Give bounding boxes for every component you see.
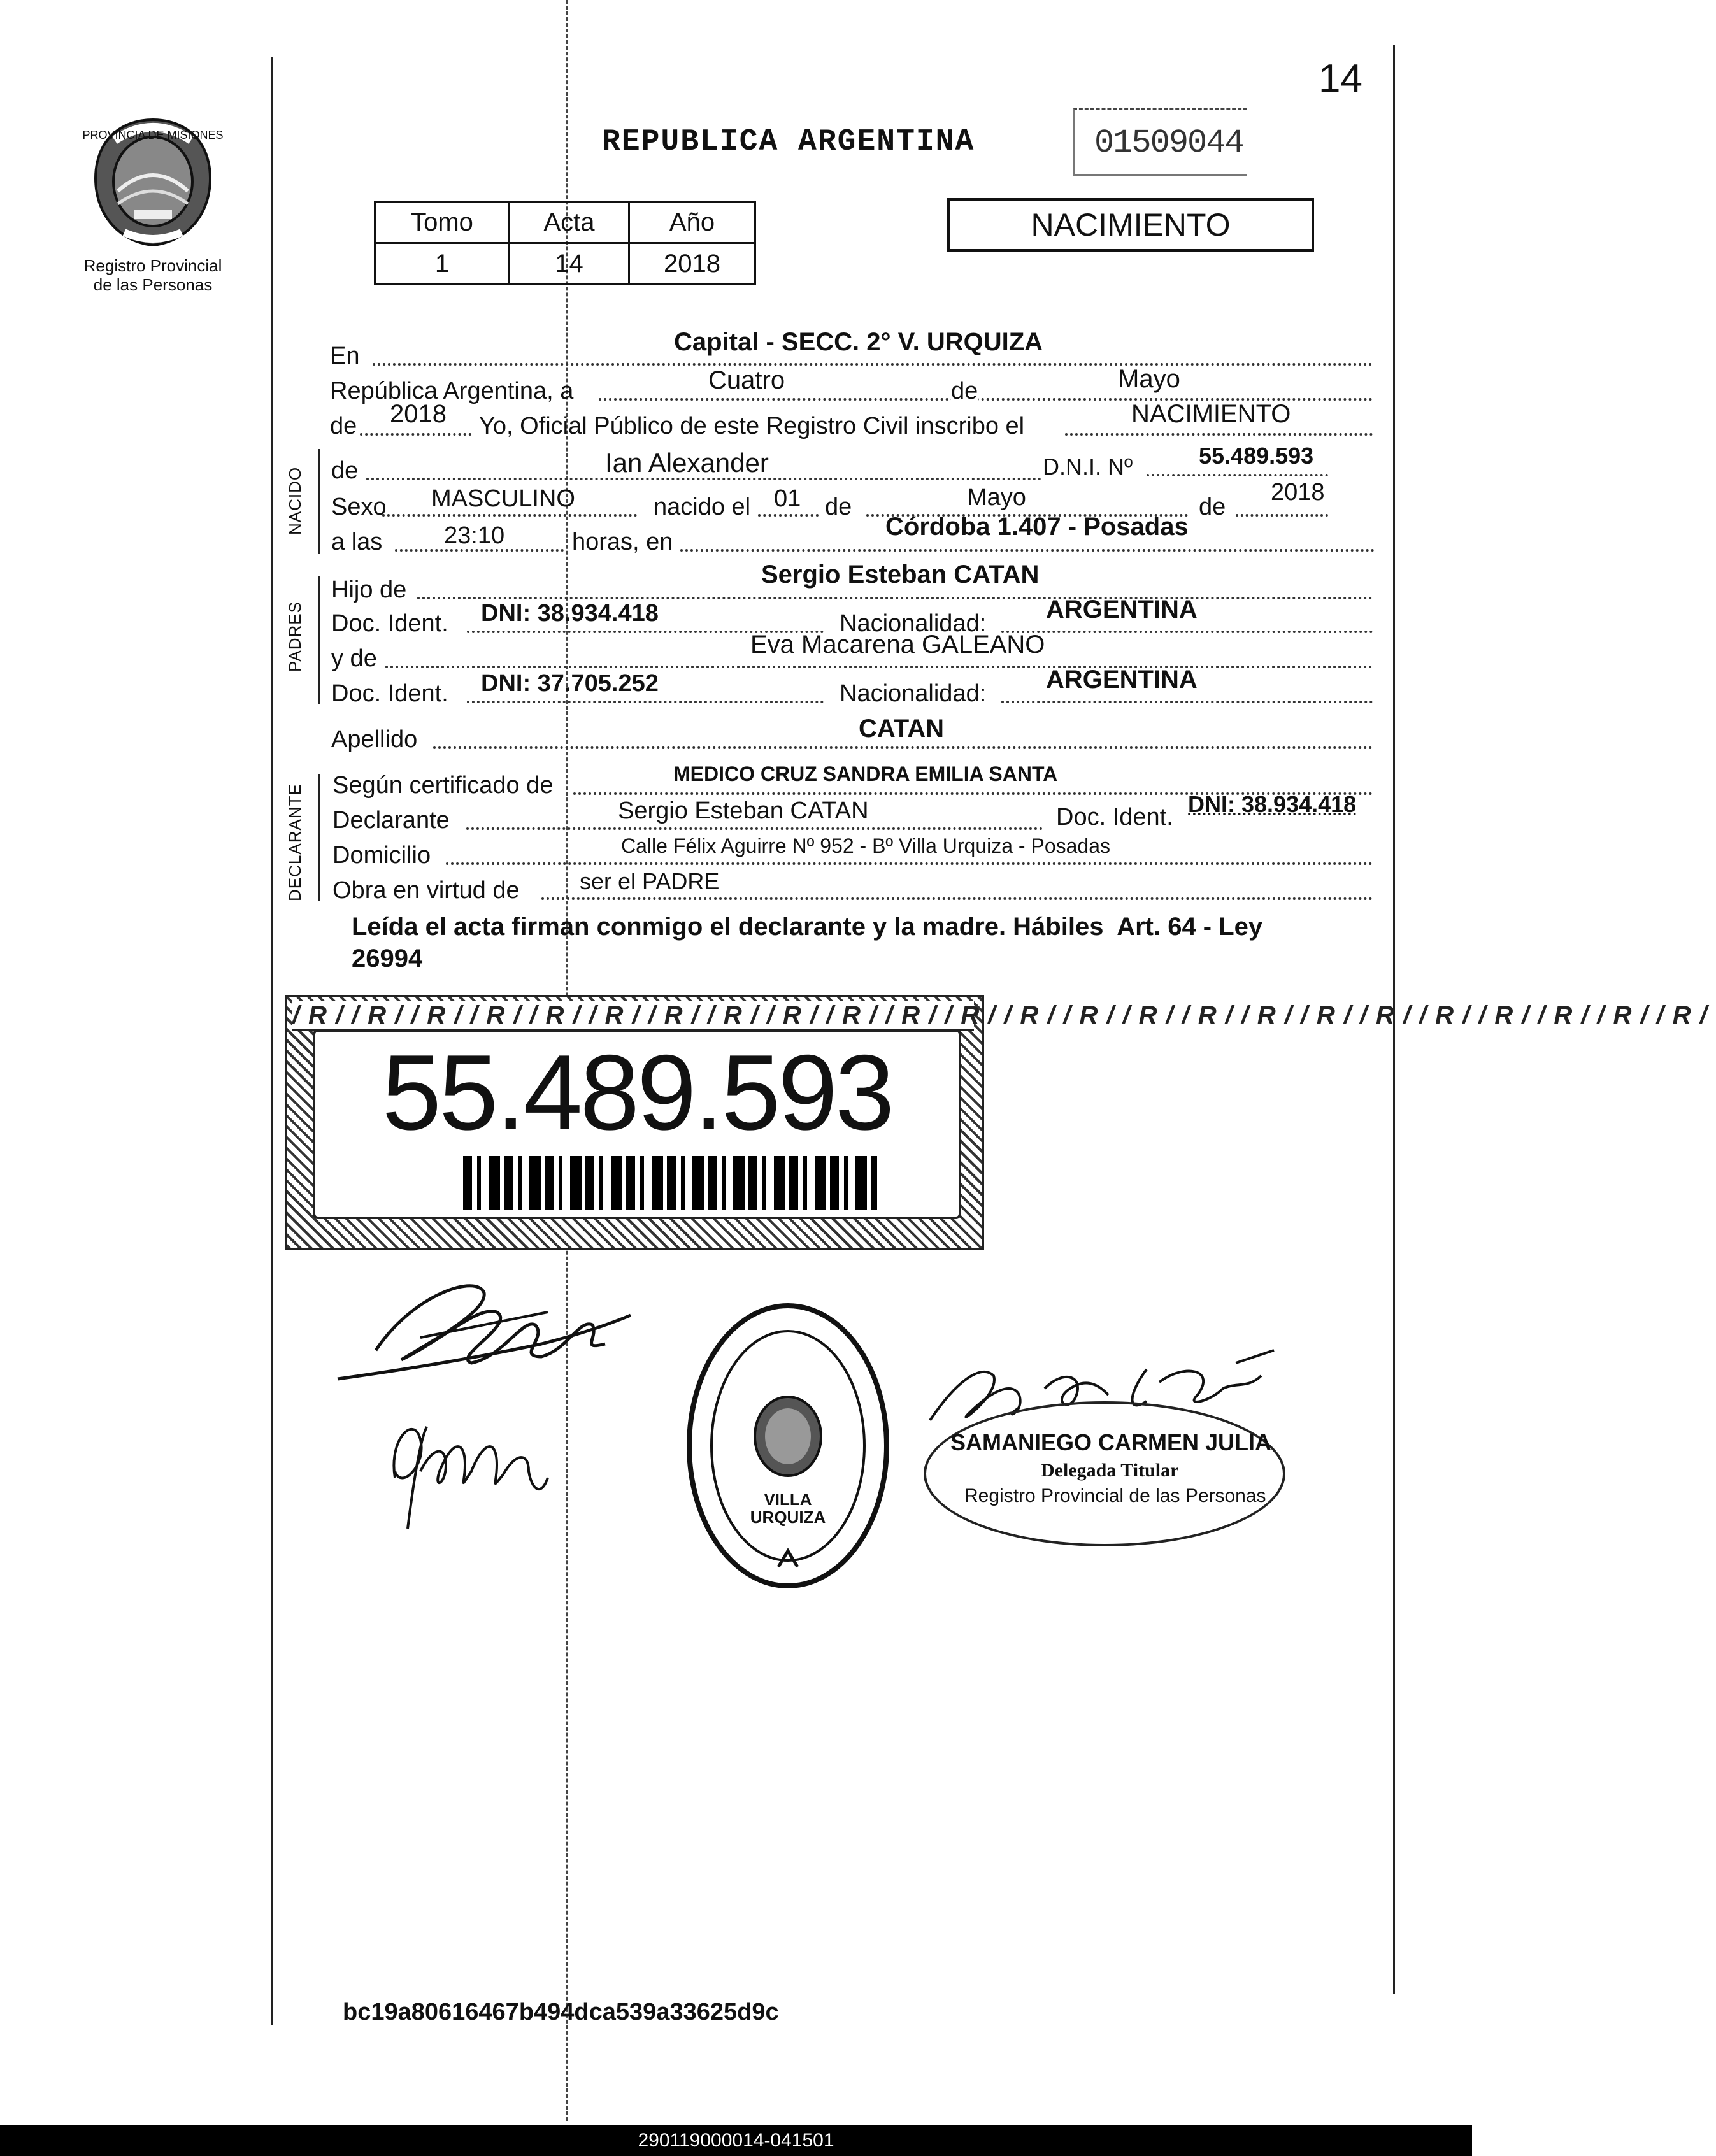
agency-line-2: de las Personas (93, 275, 213, 294)
dots (1001, 631, 1373, 633)
declarante-doc: DNI: 38.934.418 (1188, 791, 1357, 817)
dots (467, 701, 824, 703)
domicilio-value: Calle Félix Aguirre Nº 952 - Bº Villa Urquiza - Posadas (621, 834, 1110, 857)
volume-table (374, 201, 756, 285)
dots (466, 827, 1043, 830)
location-value: Capital - SECC. 2° V. URQUIZA (674, 328, 1043, 356)
official-role: Delegada Titular (1041, 1460, 1179, 1481)
birth-year: 2018 (1271, 479, 1325, 506)
inscribo-value: NACIMIENTO (1131, 400, 1291, 428)
closing-line-2: 26994 (352, 945, 423, 973)
dots (433, 746, 1373, 749)
father-doc-label: Doc. Ident. (331, 610, 448, 637)
padres-section-label: PADRES (285, 601, 304, 672)
dots (1147, 474, 1328, 476)
sticker-pattern-text: /R//R//R//R//R//R//R//R//R//R//R//R//R//R//R//R//R//R//R//R//R//R//R//R/ (292, 1001, 1716, 1029)
anio-value: 2018 (629, 243, 755, 285)
agency-caption (70, 256, 236, 294)
acta-value: 14 (510, 243, 629, 285)
birth-place: Córdoba 1.407 - Posadas (885, 513, 1189, 541)
nacido-el-label: nacido el (654, 494, 751, 520)
sticker-pattern-strip (292, 1001, 1716, 1031)
child-name: Ian Alexander (605, 448, 769, 478)
obra-value: ser el PADRE (580, 868, 720, 894)
dots (541, 897, 1373, 900)
act-type-box (947, 198, 1314, 252)
agency-line-1: Registro Provincial (83, 256, 222, 275)
republica-label: República Argentina, a (330, 378, 574, 404)
mother-name: Eva Macarena GALEANO (750, 631, 1045, 659)
footer-code: 290119000014-041501 (638, 2130, 834, 2151)
acta-header: Acta (510, 202, 629, 243)
dots (758, 514, 819, 517)
nacido-section-label: NACIDO (285, 466, 304, 535)
mother-doc-label: Doc. Ident. (331, 680, 448, 707)
day-value: Cuatro (708, 366, 785, 394)
father-name: Sergio Esteban CATAN (761, 560, 1040, 589)
father-nat-label: Nacionalidad: (840, 610, 987, 637)
inscribo-label: Yo, Oficial Público de este Registro Civil inscribo el (479, 413, 1025, 439)
birth-day: 01 (774, 485, 801, 512)
dots (446, 862, 1373, 865)
certificado-value: MEDICO CRUZ SANDRA EMILIA SANTA (673, 762, 1058, 785)
horas-label: horas, en (572, 529, 673, 555)
father-nationality: ARGENTINA (1046, 596, 1198, 624)
serial-value: 01509044 (1094, 124, 1243, 162)
document-hash: bc19a80616467b494dca539a33625d9c (343, 1999, 779, 2025)
dots (417, 597, 1373, 599)
official-stamp (924, 1401, 1285, 1546)
declarante-section-label: DECLARANTE (285, 783, 304, 901)
anio-header: Año (629, 202, 755, 243)
sticker-dni-number: 55.489.593 (382, 1032, 892, 1152)
footer-code-bar (0, 2125, 1472, 2156)
de-label-3: de (1199, 494, 1226, 520)
domicilio-label: Domicilio (332, 842, 431, 869)
alas-label: a las (331, 529, 383, 555)
nacido-de-label: de (331, 457, 359, 484)
sticker-barcode (463, 1156, 877, 1210)
dots (382, 514, 637, 517)
left-margin-line (271, 57, 273, 2025)
declarante-label: Declarante (332, 807, 450, 834)
dots (360, 433, 471, 436)
birth-time: 23:10 (444, 522, 505, 549)
mother-doc: DNI: 37.705.252 (481, 670, 659, 697)
serial-number (1073, 108, 1247, 176)
closing-text (352, 911, 1262, 974)
dots (373, 363, 1373, 366)
month-value: Mayo (1118, 365, 1180, 393)
dni-label: D.N.I. Nº (1043, 453, 1133, 480)
page-number: 14 (1319, 57, 1362, 101)
declarante-doc-label: Doc. Ident. (1056, 804, 1173, 831)
yde-label: y de (331, 645, 377, 672)
birth-month: Mayo (967, 484, 1026, 511)
declarante-bracket (318, 774, 320, 901)
dots (1001, 701, 1373, 703)
mother-signature (369, 1401, 561, 1535)
year-value: 2018 (390, 400, 447, 428)
official-agency: Registro Provincial de las Personas (964, 1485, 1266, 1506)
dots (1065, 433, 1373, 436)
seal-inner-text: VILLA URQUIZA (750, 1490, 826, 1527)
padres-bracket (318, 576, 320, 704)
province-logo (82, 115, 224, 248)
en-label: En (330, 343, 360, 369)
mother-nationality: ARGENTINA (1046, 666, 1198, 694)
dots (385, 666, 1373, 668)
tomo-value: 1 (375, 243, 510, 285)
declarant-signature (325, 1267, 656, 1395)
act-type: NACIMIENTO (1031, 207, 1231, 243)
apellido-label: Apellido (331, 726, 418, 753)
declarante-value: Sergio Esteban CATAN (618, 797, 869, 824)
mother-nat-label: Nacionalidad: (840, 680, 987, 707)
de-label: de (951, 378, 978, 404)
tomo-header: Tomo (375, 202, 510, 243)
sexo-value: MASCULINO (431, 485, 575, 512)
de-label-2: de (825, 494, 852, 520)
closing-line-1: Leída el acta firman conmigo el declarante y la madre. Hábiles Art. 64 - Ley (352, 913, 1263, 941)
hijo-label: Hijo de (331, 576, 407, 603)
sticker-white-panel (313, 1029, 961, 1219)
country-title: REPUBLICA ARGENTINA (602, 125, 975, 159)
de-year-label: de (330, 413, 357, 439)
delegation-seal (683, 1299, 893, 1592)
logo-text: PROVINCIA DE MISIONES (82, 129, 224, 141)
obra-label: Obra en virtud de (332, 877, 520, 904)
segun-label: Según certificado de (332, 772, 554, 799)
sexo-label: Sexo (331, 494, 387, 520)
child-dni: 55.489.593 (1199, 443, 1314, 469)
dots (1236, 514, 1328, 517)
dni-sticker (285, 995, 1716, 1250)
dots (680, 549, 1375, 552)
apellido-value: CATAN (859, 715, 945, 743)
nacido-bracket (318, 449, 320, 554)
official-name: SAMANIEGO CARMEN JULIA (950, 1429, 1272, 1455)
father-doc: DNI: 38.934.418 (481, 600, 659, 627)
